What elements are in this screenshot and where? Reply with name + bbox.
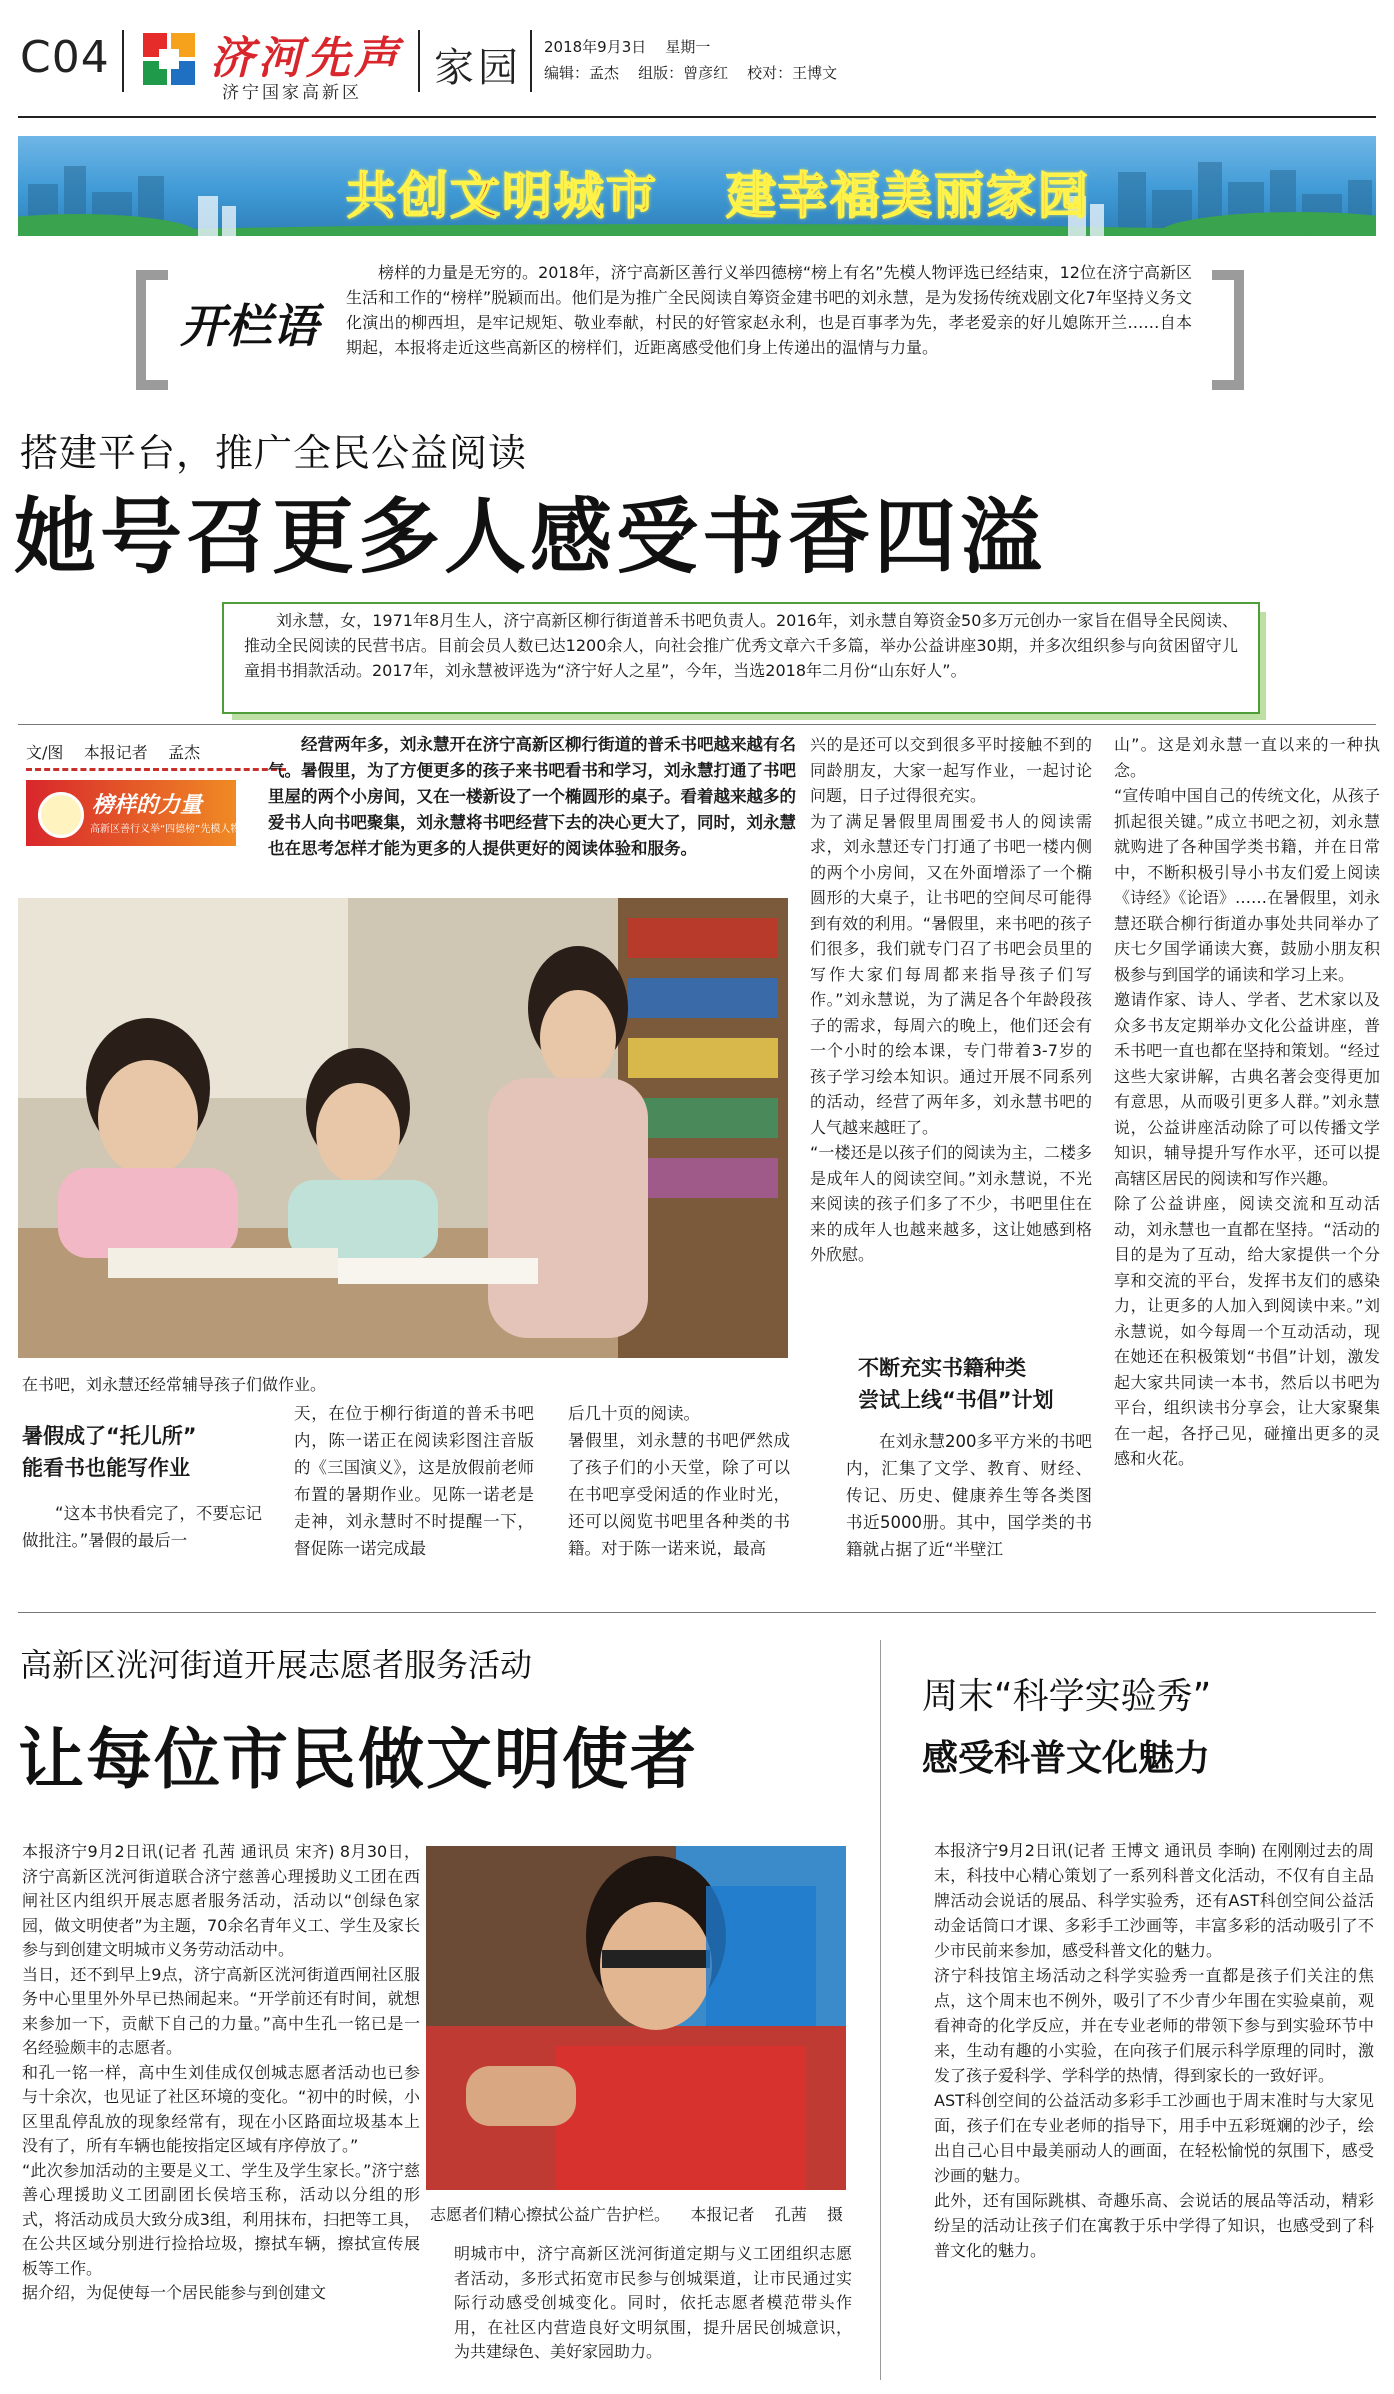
masthead-rule <box>18 116 1376 118</box>
masthead-divider-2 <box>418 30 420 92</box>
article3-body: 本报济宁9月2日讯(记者 王博文 通讯员 李晌) 在刚刚过去的周末，科技中心精心策划了一系列科普文化活动，不仅有自主品牌活动会说话的展品、科学实验秀，还有AST科创空间公益活动金话筒口才课、多彩手工沙画等，丰富多彩的活动吸引了不少市民前来参加，感受科普文化的魅力。 济宁科技馆主场活动之科学实验秀一直都是孩子们关注的焦点，这个周末也不例外，吸引了不少青少年围在实验桌前，观看神奇的化学反应，并在专业老师的带领下参与到实验环节中来，生动有趣的小实验，在向孩子们展示科学原理的同时，激发了孩子爱科学、学科学的热情，得到家长的一致好评。 AST科创空间的公益活动多彩手工沙画也于周末准时与大家见面，孩子们在专业老师的指导下，用手中五彩斑斓的沙子，绘出自己心目中最美丽动人的画面，在轻松愉悦的氛围下，感受沙画的魅力。 此外，还有国际跳棋、奇趣乐高、会说话的展品等活动，精彩纷呈的活动让孩子们在寓教于乐中学得了知识，也感受到了科普文化的魅力。 <box>934 1841 1374 2260</box>
role-model-logo <box>26 780 241 846</box>
subhead-books-line-1: 不断充实书籍种类 <box>858 1356 1026 1380</box>
paper-name: 济河先声 <box>210 33 402 84</box>
article1-headline: 她号召更多人感受书香四溢 <box>14 490 1047 585</box>
article1-col1: “这本书快看完了，不要忘记做批注。”暑假的最后一 <box>22 1504 262 1550</box>
staff-line: 编辑：孟杰 组版：曾彦红 校对：王博文 <box>544 64 838 82</box>
byline-underline <box>26 768 286 771</box>
article2-kicker: 高新区洸河街道开展志愿者服务活动 <box>20 1646 533 1684</box>
banner-slogan-1: 共创文明城市 <box>346 167 658 225</box>
masthead-divider-3 <box>530 30 532 92</box>
medal-icon <box>38 792 84 838</box>
volunteer-photo <box>426 1846 846 2190</box>
article1-col4b: 在刘永慧200多平方米的书吧内，汇集了文学、教育、财经、传记、历史、健康养生等各类图书近5000册。其中，国学类的书籍就占据了近“半壁江 <box>846 1432 1092 1559</box>
subhead-books-line-2: 尝试上线“书倡”计划 <box>858 1388 1054 1412</box>
banner <box>18 136 1376 236</box>
right-bracket <box>1212 270 1244 390</box>
article-divider-vertical <box>880 1640 881 2380</box>
city-skyline-image <box>18 136 1376 236</box>
role-model-logo-sub: 高新区善行义举“四德榜”先模人物 <box>90 824 241 835</box>
article2-body-b: 明城市中，济宁高新区洸河街道定期与义工团组织志愿者活动，多形式拓宽市民参与创城渠道，让市民通过实际行动感受创城变化。同时，依托志愿者模范带头作用，在社区内营造良好文明氛围，提升居民创城意识，为共建绿色、美好家园助力。 <box>454 2244 852 2361</box>
date-line: 2018年9月3日 星期一 <box>544 38 711 56</box>
article1-top-rule <box>18 724 1376 725</box>
article3-headline: 感受科普文化魅力 <box>922 1738 1211 1779</box>
article1-kicker: 搭建平台，推广全民公益阅读 <box>20 431 528 475</box>
article1-col3: 后几十页的阅读。 暑假里，刘永慧的书吧俨然成了孩子们的小天堂，除了可以在书吧享受闲适的作业时光，还可以阅览书吧里各种类的书籍。对于陈一诺来说，最高 <box>568 1404 790 1558</box>
paper-subtitle: 济宁国家高新区 <box>222 83 362 103</box>
article1-col4: 兴的是还可以交到很多平时接触不到的同龄朋友，大家一起写作业，一起讨论问题，日子过得很充实。 为了满足暑假里周围爱书人的阅读需求，刘永慧还专门打通了书吧一楼内侧的两个小房间，又在外面增添了一个椭圆形的大桌子，让书吧的空间尽可能得到有效的利用。“暑假里，来书吧的孩子们很多，我们就专门召了书吧会员里的写作大家们每周都来指导孩子们写作。”刘永慧说，为了满足各个年龄段孩子的需求，每周六的晚上，他们还会有一个小时的绘本课，专门带着3-7岁的孩子学习绘本知识。通过开展不同系列的活动，经营了两年多，刘永慧书吧的人气越来越旺了。 “一楼还是以孩子们的阅读为主，二楼多是成年人的阅读空间。”刘永慧说，不光来阅读的孩子们多了不少，书吧里住在来的成年人也越来越多，这让她感到格外欣慰。 <box>810 735 1092 1264</box>
section-name: 家园 <box>434 45 522 91</box>
bookstore-photo <box>18 898 788 1358</box>
article2-body: 本报济宁9月2日讯(记者 孔茜 通讯员 宋齐) 8月30日，济宁高新区洸河街道联合济宁慈善心理援助义工团在西闸社区内组织开展志愿者服务活动，活动以“创绿色家园，做文明使者”为主题，70余名青年义工、学生及家长参与到创建文明城市义务劳动活动中。 当日，还不到早上9点，济宁高新区洸河街道西闸社区服务中心里里外外早已热闹起来。“开学前还有时间，就想来参加一下，贡献下自己的力量。”高中生孔一铭已是一名经验颇丰的志愿者。 和孔一铭一样，高中生刘佳成仅创城志愿者活动也已参与十余次，也见证了社区环境的变化。“初中的时候，小区里乱停乱放的现象经常有，现在小区路面垃圾基本上没有了，所有车辆也能按指定区域有序停放了。” “此次参加活动的主要是义工、学生及学生家长。”济宁慈善心理援助义工团副团长侯培玉称，活动以分组的形式，将活动成员大致分成3组，利用抹布，扫把等工具，在公共区域分别进行捡拾垃圾，擦拭车辆，擦拭宣传展板等工作。 据介绍，为促使每一个居民能参与到创建文 <box>22 1842 420 2302</box>
article1-col2: 天，在位于柳行街道的普禾书吧内，陈一诺正在阅读彩图注音版的《三国演义》，这是放假前老师布置的暑期作业。见陈一诺老是走神，刘永慧时不时提醒一下，督促陈一诺完成最 <box>294 1404 534 1558</box>
subhead-books <box>858 1352 1054 1416</box>
article1-bottom-rule <box>18 1612 1376 1613</box>
article3-kicker: 周末“科学实验秀” <box>922 1676 1212 1717</box>
role-model-logo-title: 榜样的力量 <box>92 793 203 818</box>
profile-text: 刘永慧，女，1971年8月生人，济宁高新区柳行街道普禾书吧负责人。2016年，刘永慧自筹资金50多万元创办一家旨在倡导全民阅读、推动全民阅读的民营书店。目前会员人数已达1200余人，向社会推广优秀文章六千多篇，举办公益讲座30期，并多次组织参与向贫困留守儿童捐书捐款活动。2017年，刘永慧被评选为“济宁好人之星”，今年，当选2018年二月份“山东好人”。 <box>244 611 1238 680</box>
page-number: C04 <box>20 32 110 83</box>
subhead-summer-line-2: 能看书也能写作业 <box>22 1456 190 1480</box>
column-intro-text: 榜样的力量是无穷的。2018年，济宁高新区善行义举四德榜“榜上有名”先模人物评选已经结束，12位在济宁高新区生活和工作的“榜样”脱颖而出。他们是为推广全民阅读自筹资金建书吧的刘永慧，是为发扬传统戏剧文化7年坚持义务文化演出的柳西坦，是牢记规矩、敬业奉献，村民的好管家赵永利，也是百事孝为先，孝老爱亲的好儿媳陈开兰……自本期起，本报将走近这些高新区的榜样们，近距离感受他们身上传递出的温情与力量。 <box>346 263 1192 357</box>
banner-slogan-2: 建幸福美丽家园 <box>726 167 1090 225</box>
bookstore-photo-caption: 在书吧，刘永慧还经常辅导孩子们做作业。 <box>22 1375 327 1394</box>
column-label: 开栏语 <box>180 299 318 353</box>
subhead-summer-line-1: 暑假成了“托儿所” <box>22 1424 197 1448</box>
masthead-divider <box>122 30 124 92</box>
article1-byline: 文/图 本报记者 孟杰 <box>26 743 201 762</box>
article1-lead: 经营两年多，刘永慧开在济宁高新区柳行街道的普禾书吧越来越有名气。暑假里，为了方便更多的孩子来书吧看书和学习，刘永慧打通了书吧里屋的两个小房间，又在一楼新设了一个椭圆形的桌子。看着越来越多的爱书人向书吧聚集，刘永慧将书吧经营下去的决心更大了，同时，刘永慧也在思考怎样才能为更多的人提供更好的阅读体验和服务。 <box>268 735 796 858</box>
left-bracket <box>136 270 168 390</box>
article1-col5: 山”。这是刘永慧一直以来的一种执念。 “宣传咱中国自己的传统文化，从孩子抓起很关键。”成立书吧之初，刘永慧就购进了各种国学类书籍，并在日常中，不断积极引导小书友们爱上阅读《诗经》《论语》……在暑假里，刘永慧还联合柳行街道办事处共同举办了庆七夕国学诵读大赛，鼓励小朋友积极参与到国学的诵读和学习上来。 邀请作家、诗人、学者、艺术家以及众多书友定期举办文化公益讲座，普禾书吧一直也都在坚持和策划。“经过这些大家讲解，古典名著会变得更加有意思，从而吸引更多人群。”刘永慧说，公益讲座活动除了可以传播文学知识，辅导提升写作水平，还可以提高辖区居民的阅读和写作兴趣。 除了公益讲座，阅读交流和互动活动，刘永慧也一直都在坚持。“活动的目的是为了互动，给大家提供一个分享和交流的平台，发挥书友们的感染力，让更多的人加入到阅读中来。”刘永慧说，如今每周一个互动活动，现在她还在积极策划“书倡”计划，激发起大家共同读一本书，然后以书吧为平台，组织读书分享会，让大家聚集在一起，各抒己见，碰撞出更多的灵感和火花。 <box>1114 735 1380 1468</box>
subhead-summer <box>22 1420 197 1484</box>
volunteer-photo-caption: 志愿者们精心擦拭公益广告护栏。 本报记者 孔茜 摄 <box>430 2205 844 2224</box>
article2-headline: 让每位市民做文明使者 <box>18 1721 698 1798</box>
paper-logo-icon <box>140 30 198 88</box>
